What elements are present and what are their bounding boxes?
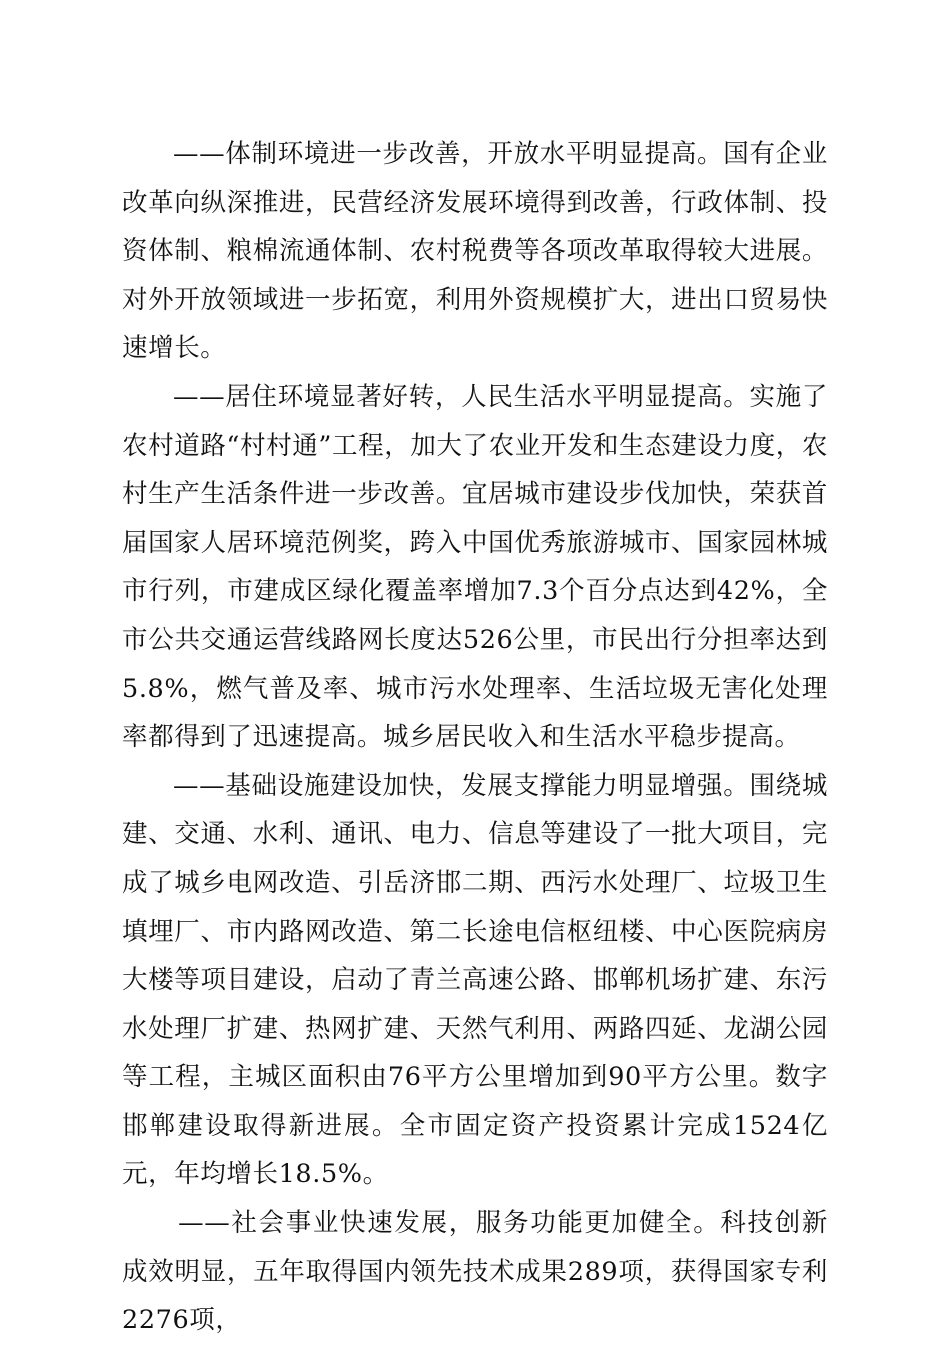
- body-text: [122, 130, 828, 1345]
- paragraph-infrastructure: ——基础设施建设加快，发展支撑能力明显增强。围绕城建、交通、水利、通讯、电力、信息等建设了一批大项目，完成了城乡电网改造、引岳济邯二期、西污水处理厂、垃圾卫生填埋厂、市内路网改造、第二长途电信枢纽楼、中心医院病房大楼等项目建设，启动了青兰高速公路、邯郸机场扩建、东污水处理厂扩建、热网扩建、天然气利用、两路四延、龙湖公园等工程，主城区面积由76平方公里增加到90平方公里。数字邯郸建设取得新进展。全市固定资产投资累计完成1524亿元，年均增长18.5%。: [122, 770, 828, 1190]
- paragraph-living-environment: ——居住环境显著好转，人民生活水平明显提高。实施了农村道路“村村通”工程，加大了农业开发和生态建设力度，农村生产生活条件进一步改善。宜居城市建设步伐加快，荣获首届国家人居环境范例奖，跨入中国优秀旅游城市、国家园林城市行列，市建成区绿化覆盖率增加7.3个百分点达到42%，全市公共交通运营线路网长度达526公里，市民出行分担率达到5.8%，燃气普及率、城市污水处理率、生活垃圾无害化处理率都得到了迅速提高。城乡居民收入和生活水平稳步提高。: [122, 381, 828, 753]
- paragraph-institutional-reform: ——体制环境进一步改善，开放水平明显提高。国有企业改革向纵深推进，民营经济发展环境得到改善，行政体制、投资体制、粮棉流通体制、农村税费等各项改革取得较大进展。对外开放领域进一步拓宽，利用外资规模扩大，进出口贸易快速增长。: [122, 139, 828, 364]
- paragraph-social-development: ——社会事业快速发展，服务功能更加健全。科技创新成效明显，五年取得国内领先技术成果289项，获得国家专利2276项，: [122, 1208, 828, 1336]
